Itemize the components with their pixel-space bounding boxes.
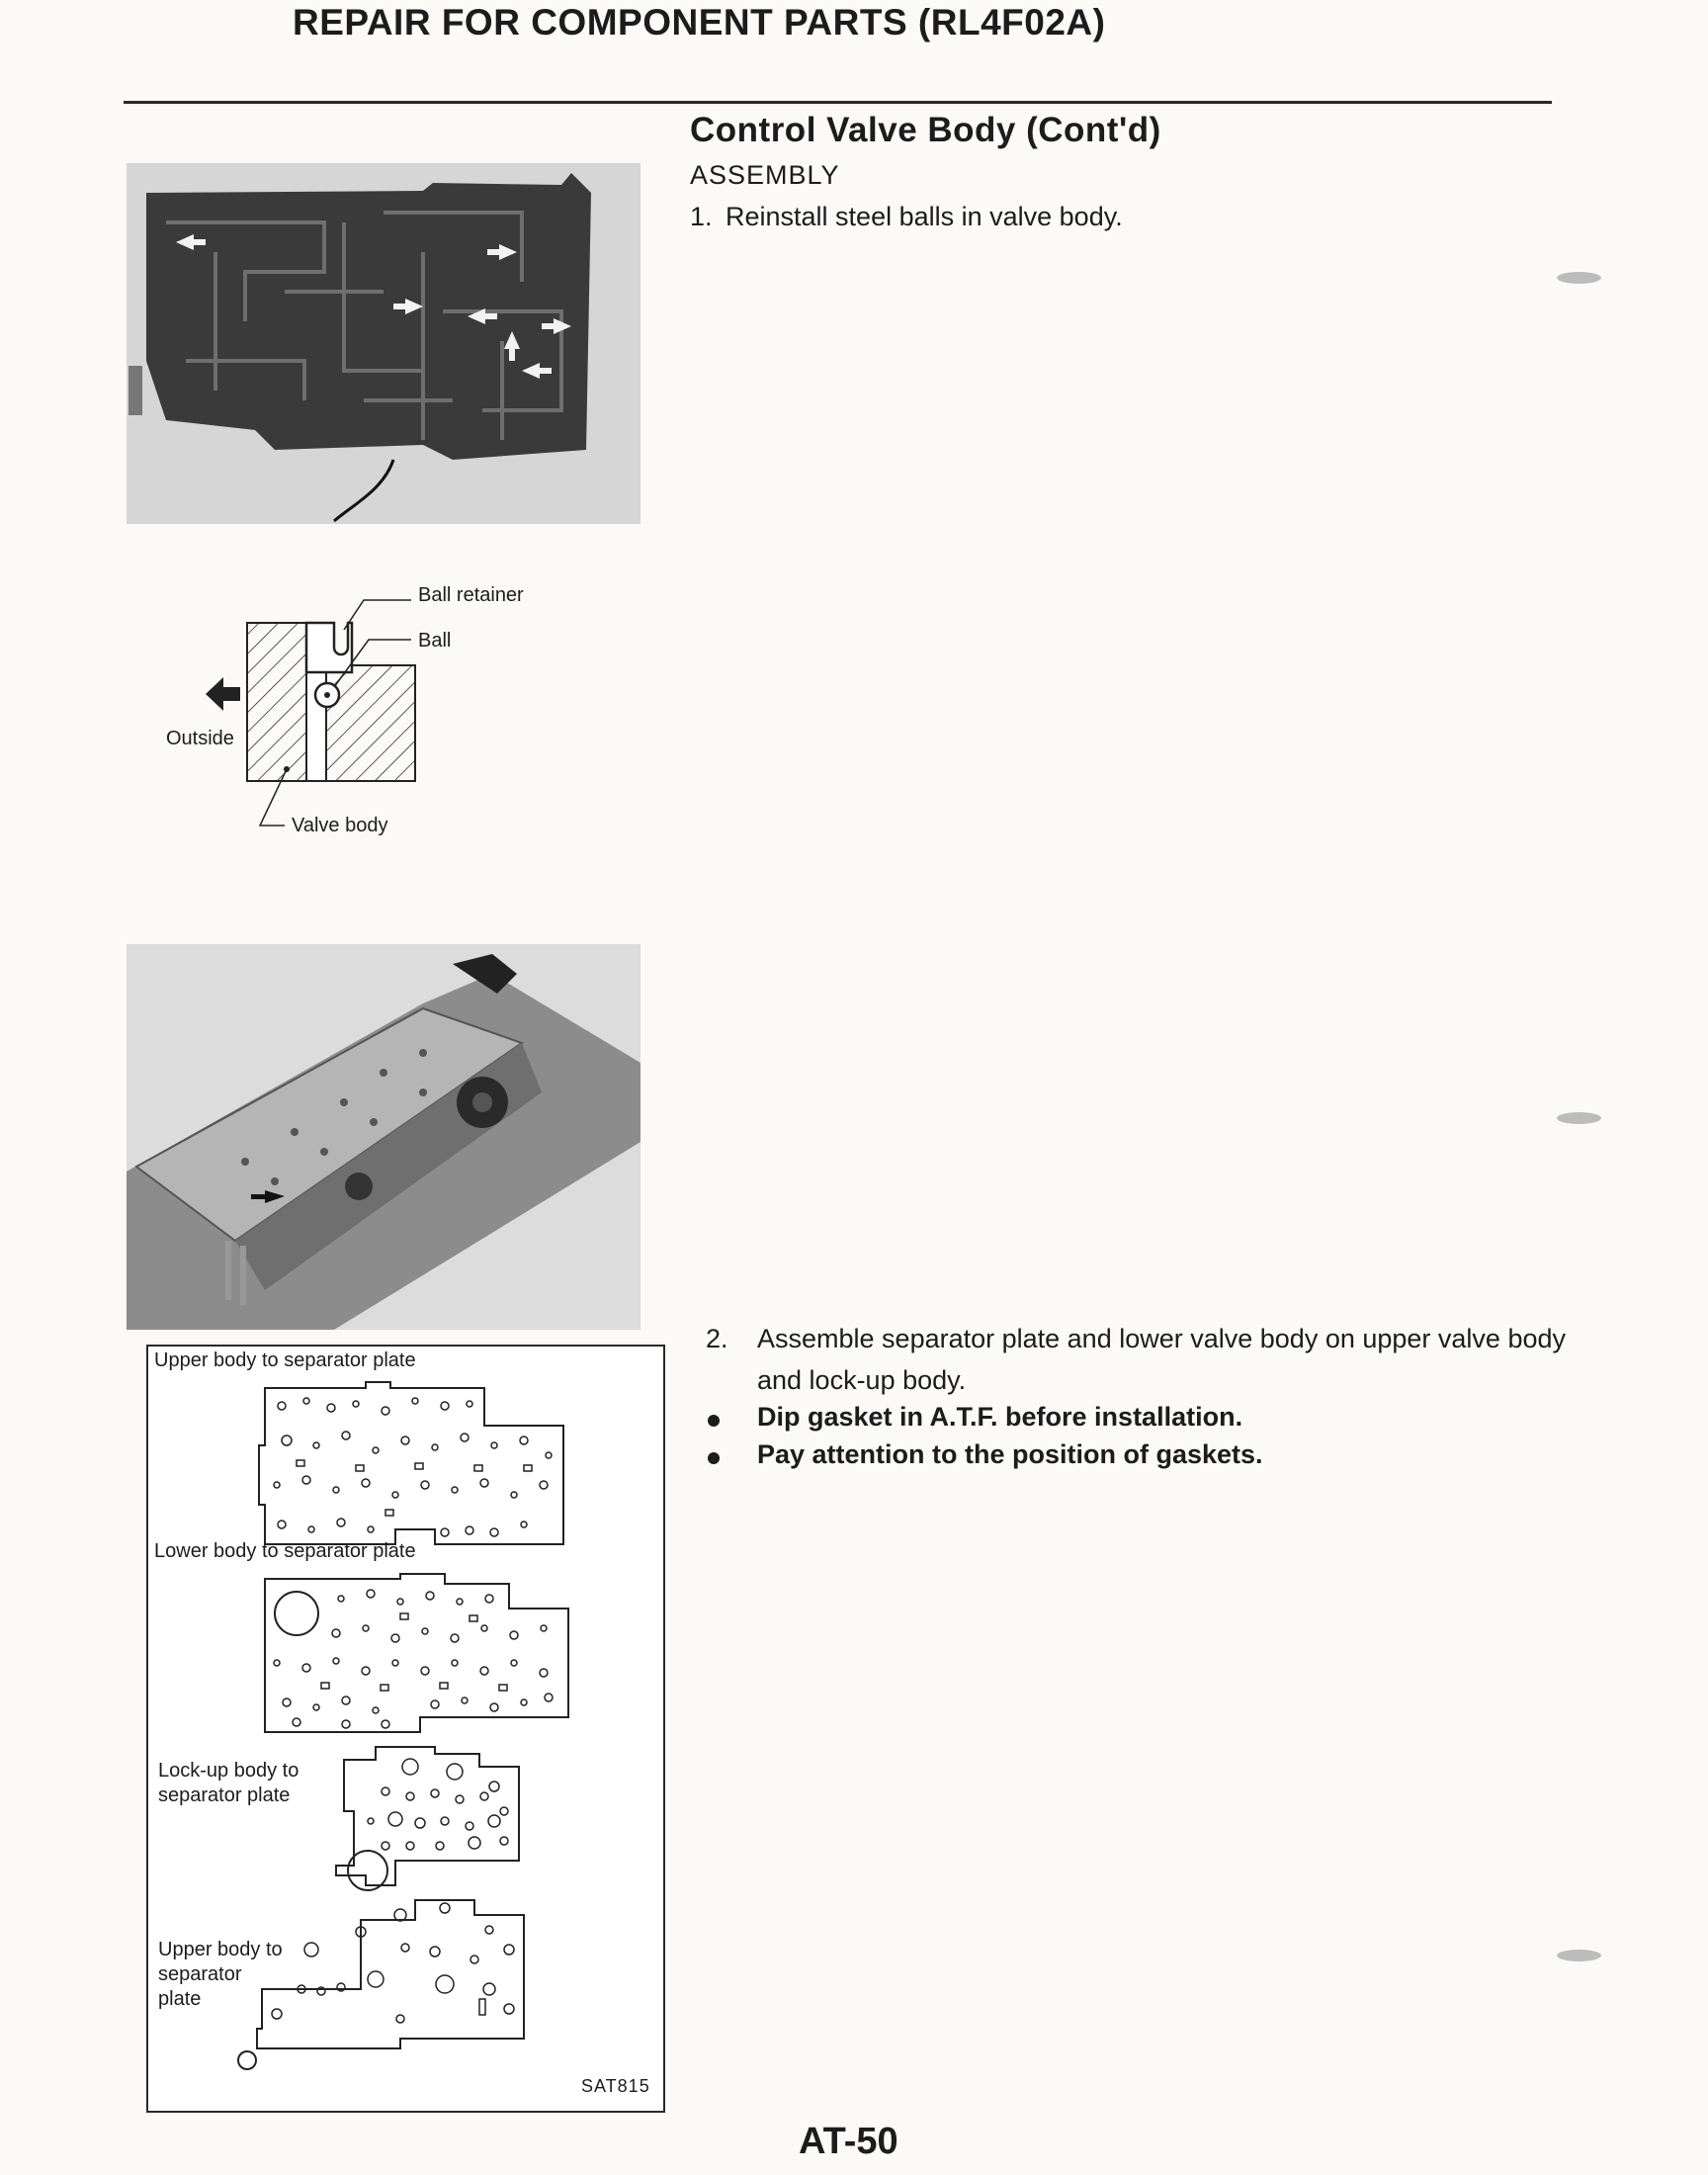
upper-body-small-plate-label-line3: plate bbox=[158, 1988, 202, 2010]
lockup-body-separator-plate bbox=[336, 1747, 519, 1890]
upper-body-small-plate-label-line2: separator bbox=[158, 1963, 242, 1985]
note-dip-gasket bbox=[708, 1402, 1558, 1433]
step-2-number: 2. bbox=[706, 1324, 728, 1353]
valve-body-label: Valve body bbox=[292, 815, 388, 836]
upper-body-separator-plate bbox=[259, 1382, 563, 1544]
step-2 bbox=[706, 1318, 1566, 1401]
upper-body-plate-label: Upper body to separator plate bbox=[154, 1349, 416, 1371]
lower-body-plate-label: Lower body to separator plate bbox=[154, 1540, 416, 1562]
outside-label: Outside bbox=[166, 728, 234, 749]
lockup-body-plate-label-line2: separator plate bbox=[158, 1784, 291, 1806]
note-text: Pay attention to the position of gaskets. bbox=[757, 1439, 1263, 1469]
upper-body-small-plate-label-line1: Upper body to bbox=[158, 1939, 283, 1960]
page-title: REPAIR FOR COMPONENT PARTS (RL4F02A) bbox=[293, 2, 1106, 43]
note-gasket-position bbox=[708, 1439, 1558, 1470]
ball-diagram bbox=[146, 578, 561, 845]
assembled-valve-body-photo bbox=[127, 944, 640, 1330]
step-1 bbox=[690, 196, 1580, 237]
gasket-position-figure bbox=[146, 1345, 665, 2113]
bullet-dot bbox=[708, 1415, 720, 1427]
binding-mark bbox=[1557, 272, 1601, 284]
figure-code: SAT815 bbox=[581, 2076, 650, 2096]
step-1-number: 1. bbox=[690, 202, 713, 231]
lower-body-separator-plate bbox=[265, 1574, 568, 1732]
lockup-body-plate-label-line1: Lock-up body to bbox=[158, 1760, 299, 1782]
step-2-text: Assemble separator plate and lower valve body on upper valve body and lock-up body. bbox=[757, 1324, 1566, 1395]
page-header bbox=[124, 49, 1552, 104]
section-title: Control Valve Body (Cont'd) bbox=[690, 111, 1161, 149]
assembly-subheading: ASSEMBLY bbox=[690, 160, 840, 190]
step-1-text: Reinstall steel balls in valve body. bbox=[726, 202, 1123, 231]
ball-label: Ball bbox=[418, 630, 452, 652]
valve-body-photo bbox=[127, 163, 640, 524]
upper-body-small-separator-plate bbox=[238, 1900, 524, 2069]
binding-mark bbox=[1557, 1112, 1601, 1124]
bullet-dot bbox=[708, 1452, 720, 1464]
binding-mark bbox=[1557, 1950, 1601, 1961]
ball-retainer-label: Ball retainer bbox=[418, 584, 524, 606]
page-number: AT-50 bbox=[799, 2121, 898, 2162]
note-text: Dip gasket in A.T.F. before installation. bbox=[757, 1402, 1243, 1432]
